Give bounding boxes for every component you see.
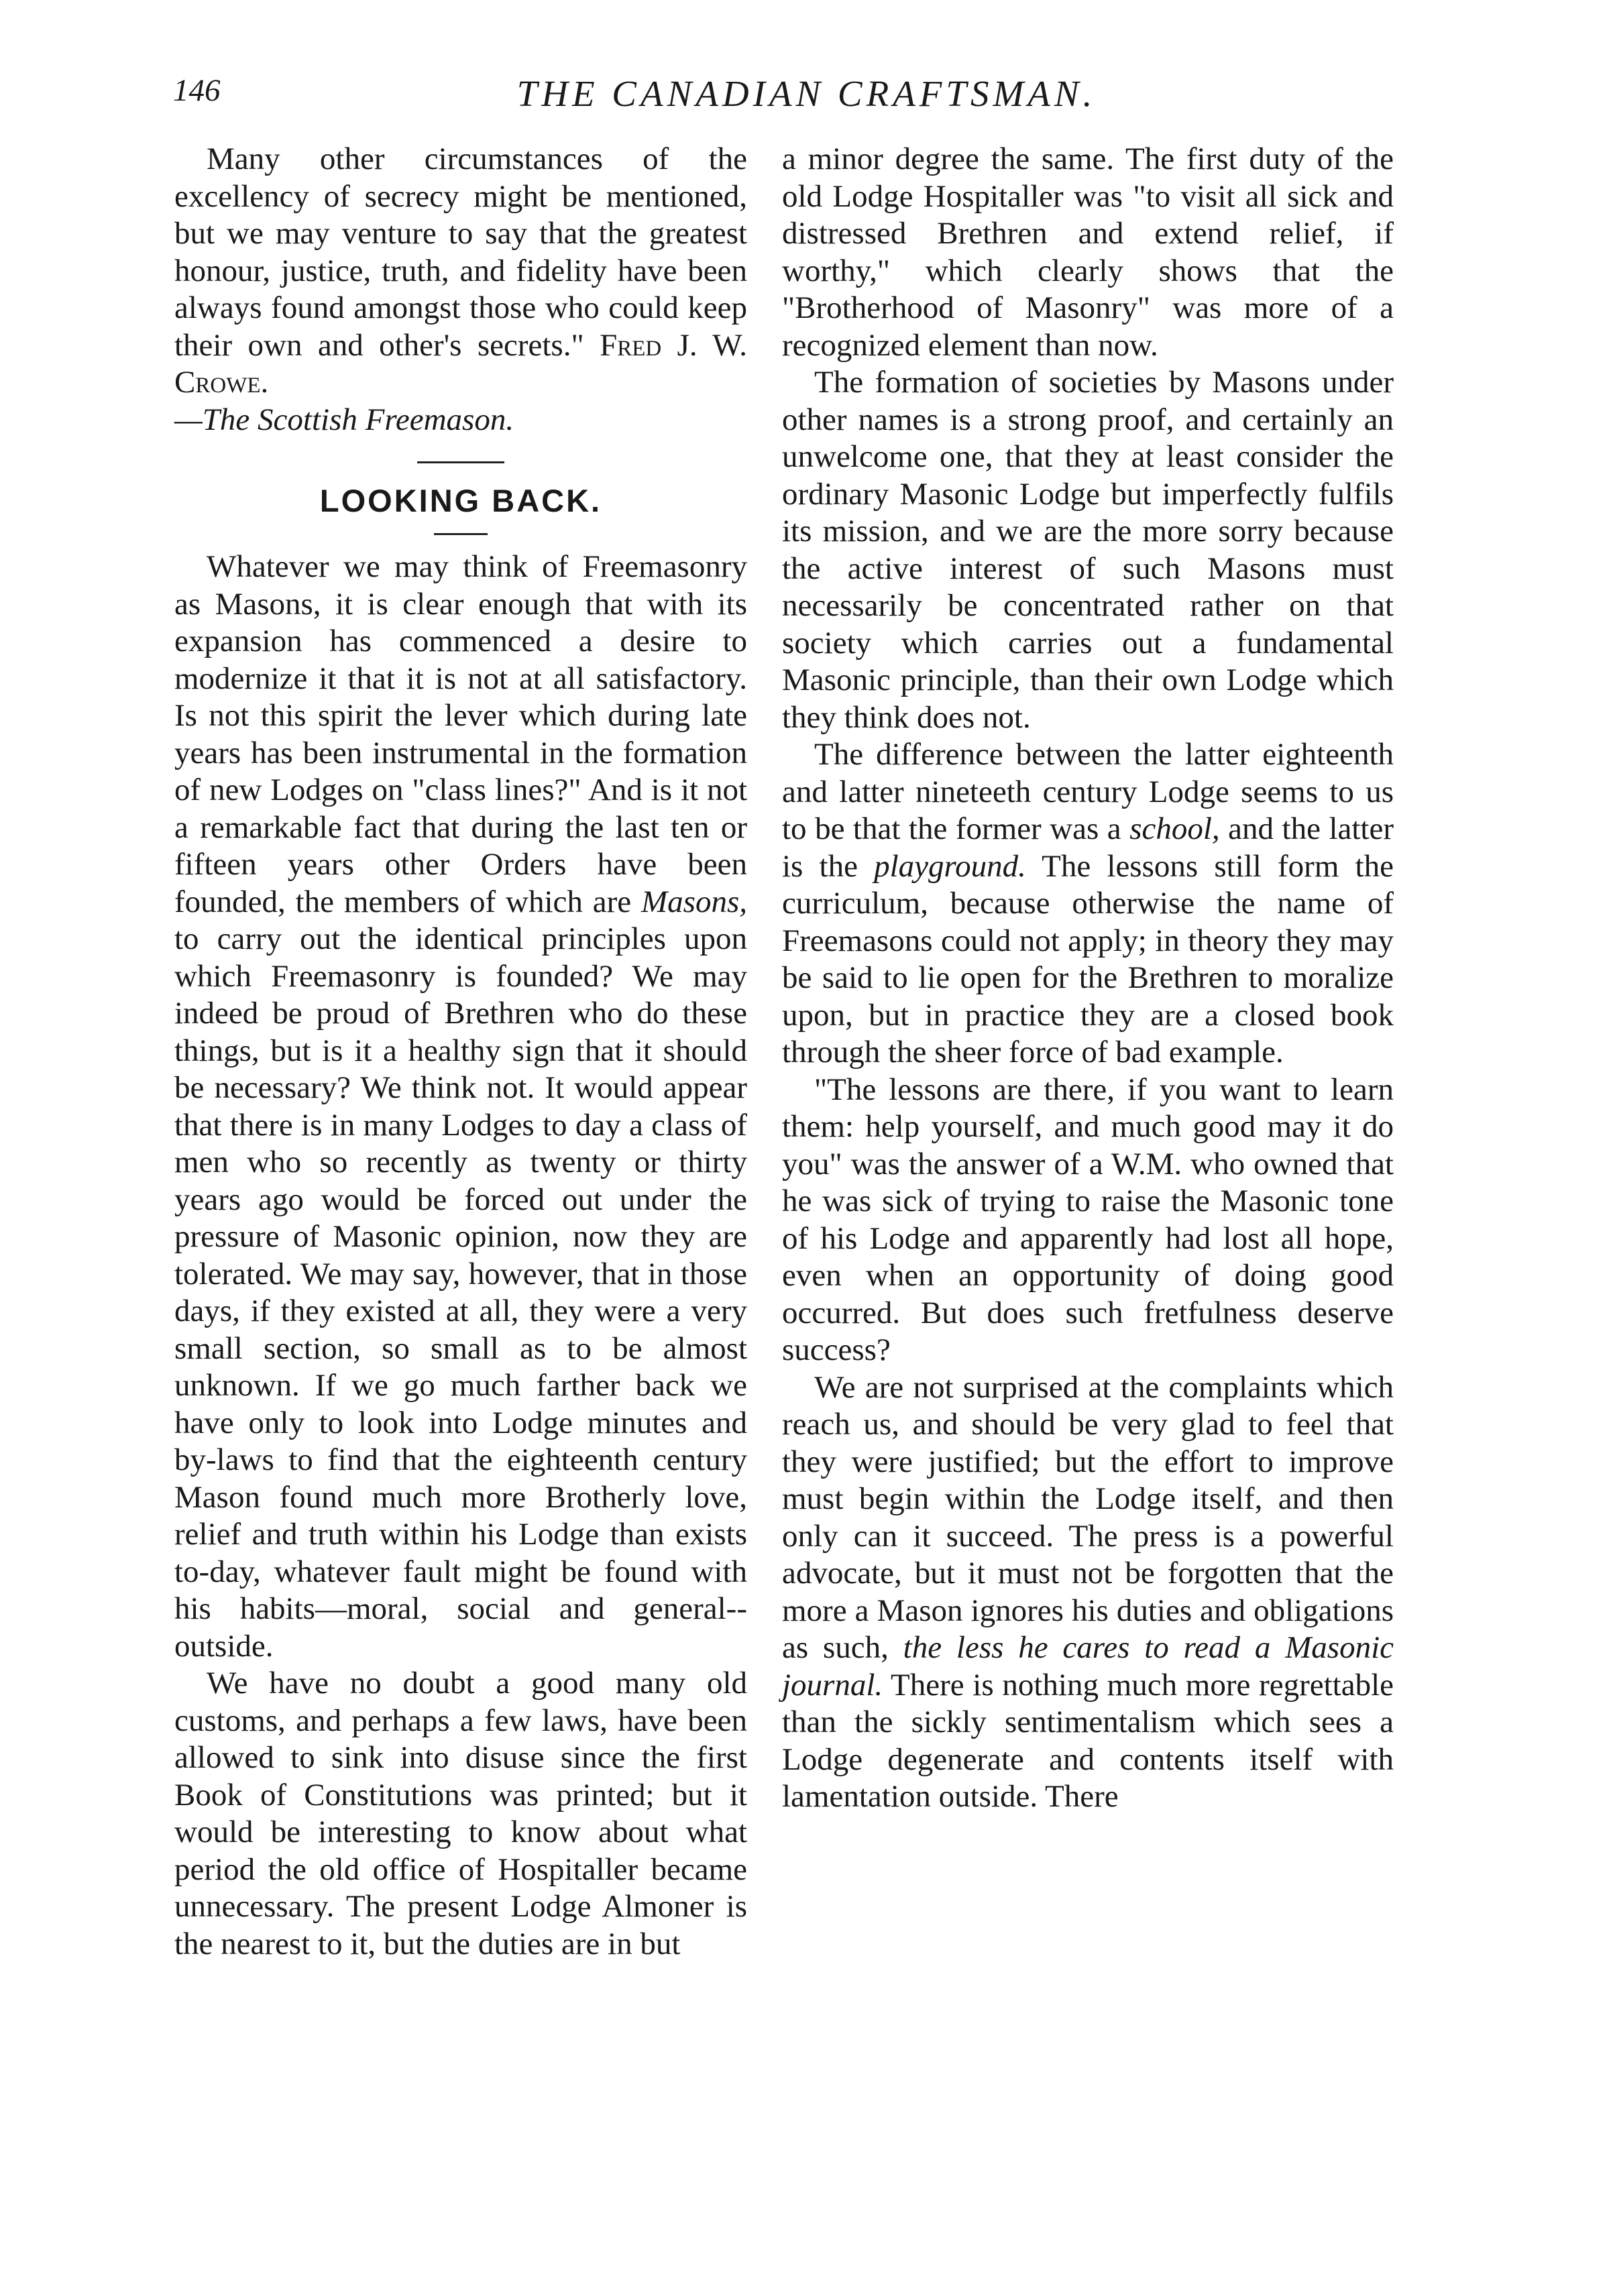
article-paragraph: We have no doubt a good many old customs, and perhaps a few laws, have been allowed to sink into disuse since the first Book of Constitutions was printed; but it would be interesting to know about what period the old office of Hospitaller became unnecessary. The present Lodge Almoner is the nearest to it, but the duties are in but bbox=[174, 1666, 747, 1961]
journal-title: THE CANADIAN CRAFTSMAN. bbox=[516, 73, 1097, 114]
section-divider bbox=[417, 461, 504, 463]
article-paragraph: The formation of societies by Masons under other names is a strong proof, and certainly an unwelcome one, that they at least consider the ordinary Masonic Lodge but imperfectly fulfils its mission, and we are the more sorry because the active interest of such Masons must necessarily be concentrated rather on that society which carries out a fundamental Masonic principle, than their own Lodge which they think does not. bbox=[782, 365, 1394, 735]
right-column bbox=[782, 141, 1394, 1816]
paragraph-text: and the latter is the bbox=[782, 811, 1394, 884]
article-paragraph bbox=[782, 736, 1394, 1072]
italic-emphasis: the less he cares to read a Masonic journal. bbox=[782, 1630, 1394, 1703]
article-paragraph bbox=[174, 549, 747, 1665]
paragraph-text: There is nothing much more regrettable than the sickly sentimentalism which sees a Lodge degenerate and contents itself with lamentation outside. There bbox=[782, 1667, 1394, 1814]
intro-paragraph bbox=[174, 141, 747, 402]
page-number: 146 bbox=[173, 73, 221, 108]
source-citation: —The Scottish Freemason. bbox=[174, 402, 514, 437]
paragraph-text: The difference between the latter eighteenth and latter nineteeth century Lodge seems to us to be that the former was a bbox=[782, 737, 1394, 846]
italic-emphasis: school, bbox=[1129, 811, 1220, 846]
intro-text: Many other circumstances of the excellency of secrecy might be mentioned, but we may venture to say that the greatest honour, justice, truth, and fidelity have been always found amongst those who could keep their own and other's secrets." bbox=[174, 141, 747, 363]
italic-emphasis: playground. bbox=[874, 848, 1026, 884]
italic-emphasis: Masons, bbox=[641, 884, 747, 919]
article-heading: LOOKING BACK. bbox=[319, 483, 602, 518]
paragraph-text: The lessons still form the curriculum, because otherwise the name of Freemasons could not apply; in theory they may be said to lie open for the Brethren to moralize upon, but in practice they are a closed book through the sheer force of bad example. bbox=[782, 848, 1394, 1070]
article-paragraph bbox=[782, 1369, 1394, 1816]
page-header bbox=[0, 72, 1613, 126]
article-paragraph-continued: a minor degree the same. The first duty of the old Lodge Hospitaller was "to visit all sick and distressed Brethren and extend relief, if worthy," which clearly shows that the "Brotherhood of Masonry" was more of a recognized element than now. bbox=[782, 141, 1394, 363]
heading-divider bbox=[434, 533, 488, 535]
article-paragraph: "The lessons are there, if you want to learn them: help yourself, and much good may it do you" was the answer of a W.M. who owned that he was sick of trying to raise the Masonic tone of his Lodge and apparently had lost all hope, even when an opportunity of doing good occurred. But does such fretfulness deserve success? bbox=[782, 1072, 1394, 1367]
author-signature: Fred J. W. Crowe. bbox=[174, 327, 747, 400]
paragraph-text: to carry out the identical principles upon which Freemasonry is founded? We may indeed be proud of Brethren who do these things, but is it a healthy sign that it should be necessary? We think not. It would appear that there is in many Lodges to day a class of men who so recently as twenty or thirty years ago would be forced out under the pressure of Masonic opinion, now they are tolerated. We may say, however, that in those days, if they existed at all, they were a very small section, so small as to be almost unknown. If we go much farther back we have only to look into Lodge minutes and by-laws to find that the eighteenth century Mason found much more Brotherly love, relief and truth within his Lodge than exists to-day, whatever fault might be found with his habits—moral, social and general--outside. bbox=[174, 921, 747, 1664]
source-line bbox=[174, 402, 747, 439]
paragraph-text: Whatever we may think of Freemasonry as Masons, it is clear enough that with its expansion has commenced a desire to modernize it that it is not at all satisfactory. Is not this spirit the lever which during late years has been instrumental in the formation of new Lodges on "class lines?" And is it not a remarkable fact that during the last ten or fifteen years other Orders have been founded, the members of which are bbox=[174, 549, 747, 919]
left-column bbox=[174, 141, 747, 1963]
paragraph-text: We are not surprised at the complaints which reach us, and should be very glad to feel that they were justified; but the effort to improve must begin within the Lodge itself, and then only can it succeed. The press is a powerful advocate, but it must not be forgotten that the more a Mason ignores his duties and obligations as such, bbox=[782, 1369, 1394, 1665]
